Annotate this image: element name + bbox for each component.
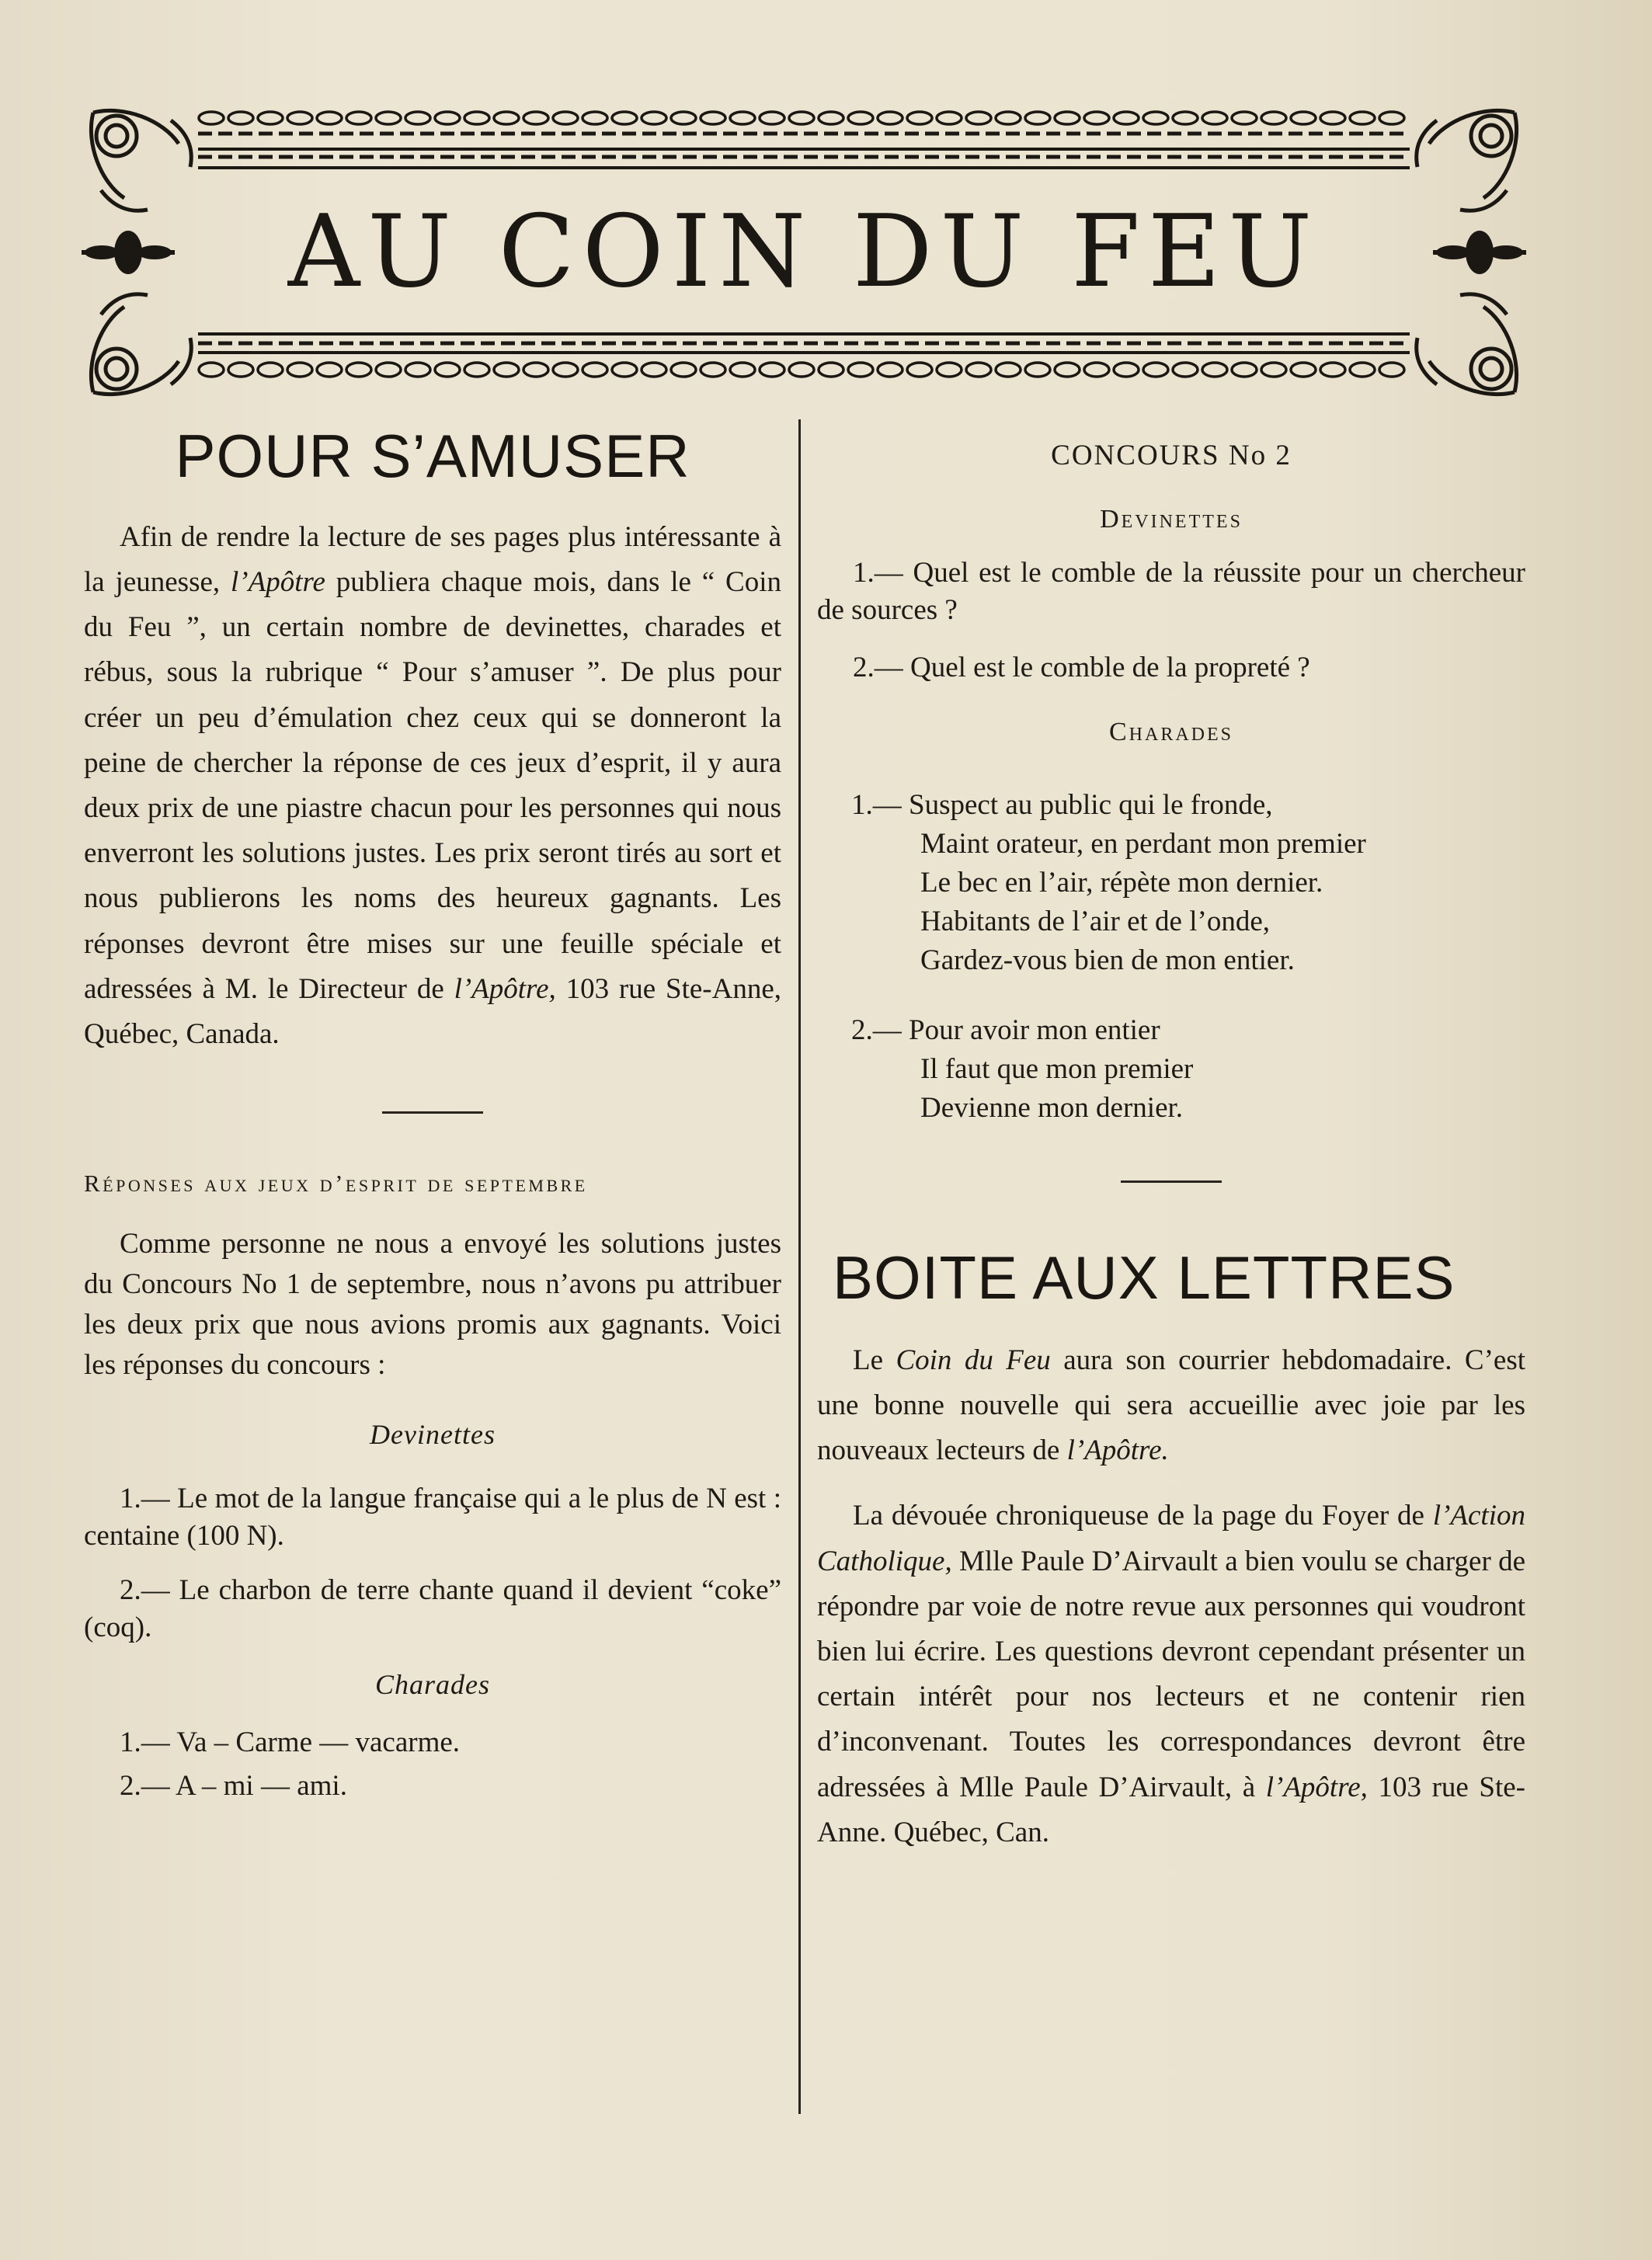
section-heading-boite-aux-lettres: BOITE AUX LETTRES [833, 1243, 1455, 1312]
italic-run: l’Apôtre, [1265, 1771, 1368, 1803]
devinettes-answers-list [84, 1480, 781, 1646]
item-number: 1.— [120, 1483, 178, 1515]
item-number: 2.— [120, 1770, 176, 1803]
contest-charade-1 [817, 786, 1525, 980]
text-run: La dévouée chroniqueuse de la page du Foyer de [853, 1500, 1433, 1532]
responses-heading: Réponses aux jeux d’esprit de septembre [84, 1170, 588, 1198]
list-item [817, 555, 1525, 629]
text-run: 103 rue Ste-Anne, Québec, Canada. [84, 972, 781, 1051]
italic-run: l’Action Catholique, [817, 1500, 1525, 1577]
mailbox-paragraph-2 [817, 1493, 1525, 1855]
list-item [84, 1768, 781, 1805]
section-divider [382, 1111, 483, 1114]
verse-line: Le bec en l’air, répète mon dernier. [920, 867, 1323, 899]
text-run: aura son courrier hebdomadaire. C’est une bonne nouvelle qui sera accueillie avec joie par les nouveaux lecteurs de [817, 1344, 1526, 1467]
verse-line: Maint orateur, en perdant mon premier [920, 828, 1366, 860]
item-number: 2.— [853, 652, 910, 683]
verse-line: 2.— Pour avoir mon entier [851, 1014, 1160, 1046]
charades-label: Charades [374, 1669, 490, 1701]
contest-devinettes-list [817, 555, 1525, 687]
verse-line: Gardez-vous bien de mon entier. [920, 944, 1295, 976]
item-text: Quel est le comble de la réussite pour un chercheur de sources ? [817, 557, 1525, 626]
right-column [817, 415, 1525, 1855]
text-run: Le [853, 1344, 896, 1376]
contest-devinettes-label: Devinettes [1100, 505, 1243, 534]
italic-run: l’Apôtre [231, 566, 325, 598]
item-text: Quel est le comble de la propreté ? [910, 652, 1310, 683]
list-item [817, 649, 1525, 687]
section-heading-pour-s-amuser: POUR S’AMUSER [175, 422, 690, 490]
list-item [84, 1724, 781, 1761]
text-run: 103 rue Ste-Anne. Québec, Can. [817, 1771, 1525, 1848]
item-text: Va – Carme — vacarme. [176, 1726, 461, 1759]
text-run: Afin de rendre la lecture de ses pages plus intéressante à la jeunesse, [84, 520, 781, 598]
list-item [84, 1480, 781, 1555]
contest-charades-label: Charades [1108, 718, 1234, 746]
section-divider-right [1121, 1180, 1222, 1183]
item-text: A – mi — ami. [175, 1770, 347, 1803]
contest-charade-2 [817, 1011, 1525, 1128]
charades-answers-list [84, 1724, 781, 1805]
devinettes-label: Devinettes [370, 1419, 496, 1451]
item-number: 2.— [120, 1574, 179, 1607]
left-column [84, 415, 781, 1805]
italic-run: l’Apôtre. [1066, 1434, 1169, 1467]
verse-line: Devienne mon dernier. [920, 1092, 1184, 1124]
responses-paragraph: Comme personne ne nous a envoyé les solutions justes du Concours No 1 de septembre, nous n’avons pu attribuer les deux prix que nous avions promis aux gagnants. Voici les réponses du concours : [84, 1228, 781, 1382]
item-text: Le charbon de terre chante quand il devient “coke” (coq). [84, 1574, 781, 1644]
item-number: 1.— [853, 557, 913, 589]
page-title: AU COIN DU FEU [287, 194, 1320, 310]
intro-paragraph [84, 515, 781, 1057]
verse-line: Il faut que mon premier [920, 1053, 1194, 1085]
italic-run: l’Apôtre, [454, 972, 556, 1005]
contest-heading: CONCOURS No 2 [1051, 440, 1292, 471]
column-divider [798, 419, 801, 2114]
mailbox-paragraph-1 [817, 1338, 1525, 1474]
text-run: publiera chaque mois, dans le “ Coin du Feu ”, un certain nombre de devinettes, charades et rébus, sous la rubrique “ Pour s’amuser ”. De plus pour créer un peu d’émulation chez ceux qui se donneront la peine de chercher la réponse de ces jeux d’esprit, il y aura deux prix de une piastre chacun pour les personnes qui nous enverront les solutions justes. Les prix seront tirés au sort et nous publierons les noms des heureux gagnants. Les réponses devront être mises sur une feuille spéciale et adressées à M. le Directeur de [84, 566, 781, 1005]
italic-run: Coin du Feu [896, 1344, 1051, 1376]
item-text: Le mot de la langue française qui a le plus de N est : centaine (100 N). [84, 1483, 782, 1552]
text-run: Mlle Paule D’Airvault a bien voulu se charger de répondre par voie de notre revue aux personnes qui voudront bien lui écrire. Les questions devront cependant présenter un certain intérêt pour nos lecteurs et ne contenir rien d’inconvenant. Toutes les correspondances devront être adressées à Mlle Paule D’Airvault, à [817, 1545, 1525, 1803]
verse-line: 1.— Suspect au public qui le fronde, [851, 789, 1273, 821]
verse-line: Habitants de l’air et de l’onde, [920, 906, 1270, 937]
header-banner [82, 101, 1526, 404]
item-number: 1.— [120, 1726, 177, 1759]
list-item [84, 1572, 781, 1646]
